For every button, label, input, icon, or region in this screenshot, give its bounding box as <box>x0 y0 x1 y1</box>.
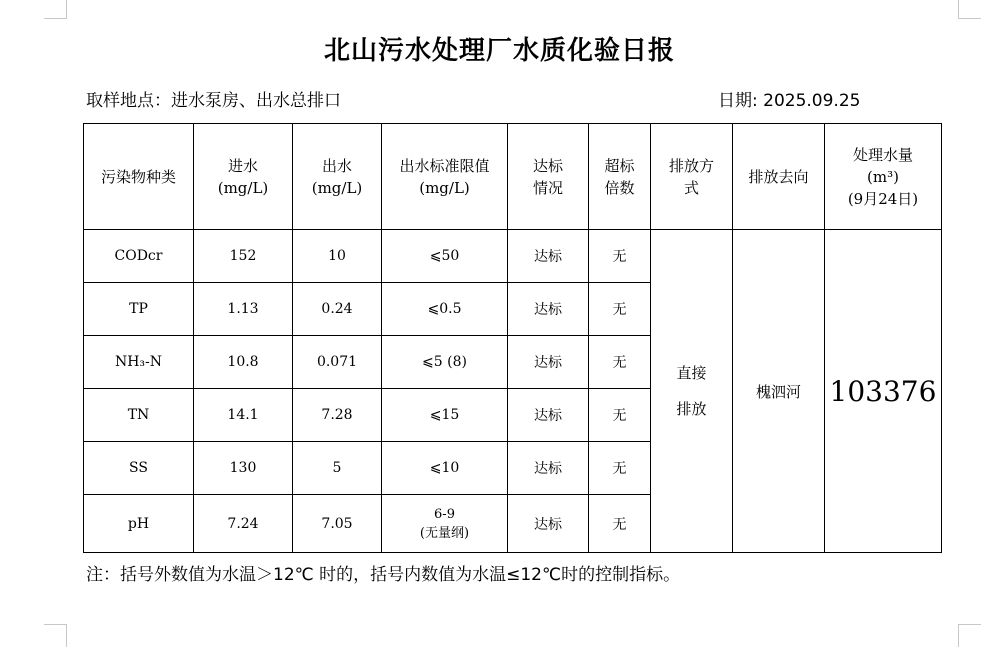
cell-compliance: 达标 <box>508 283 589 336</box>
header-discharge-mode: 排放方 式 <box>651 124 733 230</box>
cell-influent: 152 <box>194 230 293 283</box>
cell-effluent: 10 <box>293 230 382 283</box>
cell-exceed: 无 <box>589 495 651 553</box>
header-effluent: 出水 (mg/L) <box>293 124 382 230</box>
sampling-location: 取样地点：进水泵房、出水总排口 <box>86 91 341 111</box>
cell-pollutant: TP <box>84 283 194 336</box>
cell-limit: ⩽0.5 <box>382 283 508 336</box>
cell-limit: ⩽50 <box>382 230 508 283</box>
cell-pollutant: TN <box>84 389 194 442</box>
corner-mark-top-left <box>44 0 67 19</box>
cell-influent: 14.1 <box>194 389 293 442</box>
footnote: 注：括号外数值为水温＞12℃ 时的，括号内数值为水温≤12℃时的控制指标。 <box>86 565 681 585</box>
header-discharge-destination: 排放去向 <box>733 124 825 230</box>
cell-pollutant: NH₃-N <box>84 336 194 389</box>
cell-exceed: 无 <box>589 389 651 442</box>
cell-compliance: 达标 <box>508 389 589 442</box>
cell-limit: ⩽15 <box>382 389 508 442</box>
header-treated-volume: 处理水量 (m³) (9月24日) <box>825 124 942 230</box>
cell-limit: ⩽10 <box>382 442 508 495</box>
cell-limit: ⩽5 (8) <box>382 336 508 389</box>
report-title: 北山污水处理厂水质化验日报 <box>323 36 675 66</box>
cell-exceed: 无 <box>589 283 651 336</box>
cell-compliance: 达标 <box>508 442 589 495</box>
report-date: 日期: 2025.09.25 <box>718 91 861 111</box>
cell-influent: 130 <box>194 442 293 495</box>
cell-influent: 1.13 <box>194 283 293 336</box>
corner-mark-bottom-right <box>958 624 981 647</box>
header-limit: 出水标准限值 (mg/L) <box>382 124 508 230</box>
cell-influent: 10.8 <box>194 336 293 389</box>
cell-limit: 6-9 (无量纲) <box>382 495 508 553</box>
cell-compliance: 达标 <box>508 336 589 389</box>
cell-pollutant: CODcr <box>84 230 194 283</box>
cell-influent: 7.24 <box>194 495 293 553</box>
cell-exceed: 无 <box>589 336 651 389</box>
header-exceed-multiple: 超标 倍数 <box>589 124 651 230</box>
cell-exceed: 无 <box>589 230 651 283</box>
header-influent: 进水 (mg/L) <box>194 124 293 230</box>
cell-effluent: 0.071 <box>293 336 382 389</box>
table-header-row <box>84 124 942 230</box>
cell-pollutant: SS <box>84 442 194 495</box>
header-compliance: 达标 情况 <box>508 124 589 230</box>
cell-compliance: 达标 <box>508 230 589 283</box>
corner-mark-bottom-left <box>44 624 67 647</box>
cell-discharge-mode: 直接 排放 <box>651 230 733 553</box>
cell-effluent: 7.05 <box>293 495 382 553</box>
water-quality-table <box>83 123 942 553</box>
cell-effluent: 0.24 <box>293 283 382 336</box>
cell-exceed: 无 <box>589 442 651 495</box>
cell-discharge-destination: 槐泗河 <box>733 230 825 553</box>
table-row <box>84 230 942 283</box>
corner-mark-top-right <box>958 0 981 19</box>
cell-effluent: 7.28 <box>293 389 382 442</box>
cell-compliance: 达标 <box>508 495 589 553</box>
cell-effluent: 5 <box>293 442 382 495</box>
header-pollutant: 污染物种类 <box>84 124 194 230</box>
cell-treated-volume: 103376 <box>825 230 942 553</box>
cell-pollutant: pH <box>84 495 194 553</box>
